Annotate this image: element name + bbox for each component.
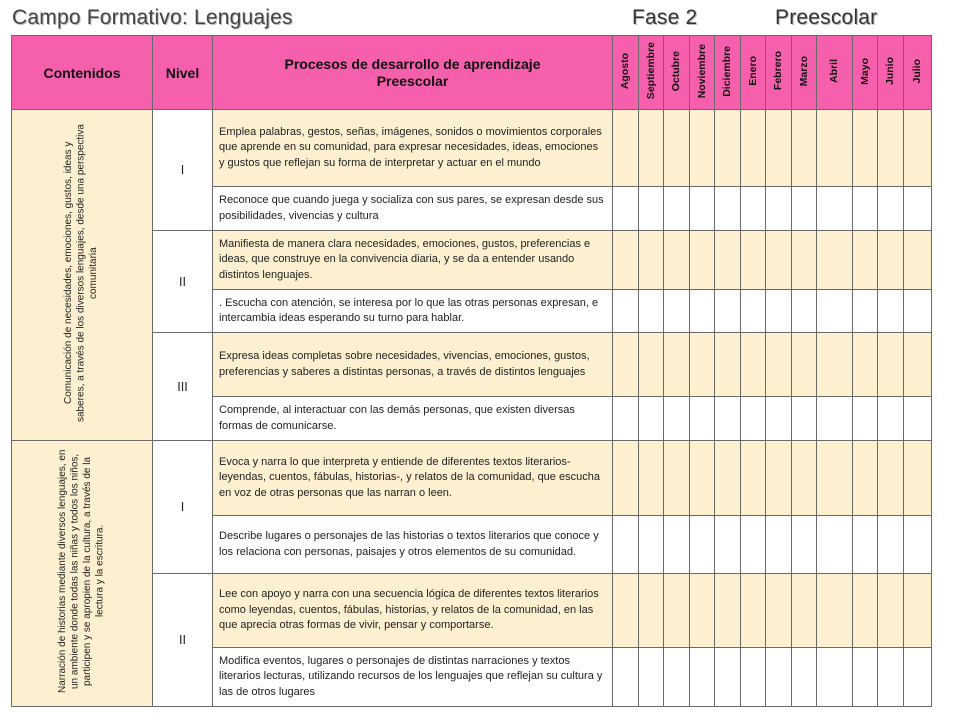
month-check-cell[interactable]: [741, 397, 766, 441]
month-check-cell[interactable]: [690, 231, 715, 290]
contenido-cell: Narración de historias mediante diversos lenguajes, en un ambiente donde todas las niñas y todos los niños, participen y se apropien de la cultura, a través de la lectura y la escritura.: [12, 441, 153, 707]
month-marzo: Marzo: [792, 36, 817, 110]
month-check-cell[interactable]: [766, 516, 792, 574]
month-check-cell[interactable]: [715, 516, 741, 574]
month-check-cell[interactable]: [792, 441, 817, 516]
month-check-cell[interactable]: [639, 648, 664, 707]
month-check-cell[interactable]: [853, 231, 878, 290]
month-check-cell[interactable]: [878, 333, 904, 397]
month-noviembre: Noviembre: [690, 36, 715, 110]
month-check-cell[interactable]: [715, 648, 741, 707]
proceso-cell: Manifiesta de manera clara necesidades, emociones, gustos, preferencias e ideas, que construye en la convivencia diaria, y se da a entender usando distintos lenguajes.: [213, 231, 613, 290]
month-septiembre: Septiembre: [639, 36, 664, 110]
month-check-cell[interactable]: [904, 110, 932, 187]
month-check-cell[interactable]: [878, 574, 904, 648]
month-check-cell[interactable]: [613, 187, 639, 231]
month-mayo: Mayo: [853, 36, 878, 110]
month-check-cell[interactable]: [766, 110, 792, 187]
month-check-cell[interactable]: [741, 290, 766, 333]
month-check-cell[interactable]: [853, 110, 878, 187]
month-check-cell[interactable]: [792, 397, 817, 441]
month-check-cell[interactable]: [904, 333, 932, 397]
month-agosto: Agosto: [613, 36, 639, 110]
month-check-cell[interactable]: [817, 397, 853, 441]
month-check-cell[interactable]: [690, 516, 715, 574]
month-check-cell[interactable]: [817, 110, 853, 187]
month-check-cell[interactable]: [613, 290, 639, 333]
month-julio: Julio: [904, 36, 932, 110]
nivel-escolar-label: Preescolar: [775, 6, 878, 29]
month-check-cell[interactable]: [853, 397, 878, 441]
month-check-cell[interactable]: [664, 441, 690, 516]
month-check-cell[interactable]: [878, 231, 904, 290]
month-check-cell[interactable]: [766, 333, 792, 397]
month-check-cell[interactable]: [741, 441, 766, 516]
month-check-cell[interactable]: [639, 187, 664, 231]
month-check-cell[interactable]: [664, 574, 690, 648]
proceso-cell: Lee con apoyo y narra con una secuencia lógica de diferentes textos literarios como leyendas, cuentos, fábulas, historias, y relatos de la comunidad, en las que aprecia otras formas de vivir, pensar y comportarse.: [213, 574, 613, 648]
month-check-cell[interactable]: [853, 574, 878, 648]
month-check-cell[interactable]: [766, 441, 792, 516]
month-check-cell[interactable]: [817, 231, 853, 290]
nivel-cell: II: [153, 231, 213, 333]
proceso-cell: Describe lugares o personajes de las historias o textos literarios que conoce y los relaciona con personas, paisajes y otros elementos de su comunidad.: [213, 516, 613, 574]
nivel-cell: I: [153, 441, 213, 574]
procesos-header: [213, 36, 613, 110]
nivel-header: Nivel: [153, 36, 213, 110]
month-check-cell[interactable]: [817, 187, 853, 231]
month-check-cell[interactable]: [664, 187, 690, 231]
month-check-cell[interactable]: [904, 648, 932, 707]
month-diciembre: Diciembre: [715, 36, 741, 110]
proceso-cell: Emplea palabras, gestos, señas, imágenes, sonidos o movimientos corporales que aprende en su comunidad, para expresar necesidades, ideas, emociones y gustos que reflejan su forma de interpretar y actuar en el mundo: [213, 110, 613, 187]
month-check-cell[interactable]: [690, 187, 715, 231]
month-check-cell[interactable]: [613, 397, 639, 441]
proceso-cell: Expresa ideas completas sobre necesidades, vivencias, emociones, gustos, preferencias y saberes a distintas personas, a través de distintos lenguajes: [213, 333, 613, 397]
month-check-cell[interactable]: [613, 231, 639, 290]
month-check-cell[interactable]: [741, 110, 766, 187]
procesos-header-line1: Procesos de desarrollo de aprendizaje: [284, 55, 541, 72]
procesos-header-line2: Preescolar: [376, 72, 449, 89]
month-check-cell[interactable]: [664, 290, 690, 333]
month-check-cell[interactable]: [904, 290, 932, 333]
month-check-cell[interactable]: [741, 574, 766, 648]
month-check-cell[interactable]: [817, 574, 853, 648]
month-check-cell[interactable]: [639, 516, 664, 574]
month-check-cell[interactable]: [904, 397, 932, 441]
table-row: [12, 441, 932, 516]
month-check-cell[interactable]: [878, 290, 904, 333]
month-check-cell[interactable]: [664, 231, 690, 290]
month-check-cell[interactable]: [792, 231, 817, 290]
month-check-cell[interactable]: [741, 187, 766, 231]
month-check-cell[interactable]: [853, 333, 878, 397]
month-check-cell[interactable]: [741, 648, 766, 707]
month-check-cell[interactable]: [792, 290, 817, 333]
month-check-cell[interactable]: [766, 397, 792, 441]
month-check-cell[interactable]: [715, 187, 741, 231]
month-check-cell[interactable]: [904, 574, 932, 648]
proceso-cell: Comprende, al interactuar con las demás personas, que existen diversas formas de comunicarse.: [213, 397, 613, 441]
month-check-cell[interactable]: [766, 648, 792, 707]
month-octubre: Octubre: [664, 36, 690, 110]
month-check-cell[interactable]: [878, 516, 904, 574]
month-check-cell[interactable]: [664, 110, 690, 187]
month-check-cell[interactable]: [792, 187, 817, 231]
contenidos-header: Contenidos: [12, 36, 153, 110]
month-check-cell[interactable]: [613, 516, 639, 574]
month-check-cell[interactable]: [715, 574, 741, 648]
month-check-cell[interactable]: [878, 648, 904, 707]
month-check-cell[interactable]: [792, 648, 817, 707]
month-check-cell[interactable]: [639, 333, 664, 397]
month-check-cell[interactable]: [715, 333, 741, 397]
month-check-cell[interactable]: [613, 333, 639, 397]
proceso-cell: Evoca y narra lo que interpreta y entiende de diferentes textos literarios-leyendas, cuentos, fábulas, historias-, y relatos de la comunidad, que escucha en voz de otras personas que las narran o leen.: [213, 441, 613, 516]
month-junio: Junio: [878, 36, 904, 110]
month-check-cell[interactable]: [853, 187, 878, 231]
month-check-cell[interactable]: [878, 397, 904, 441]
month-check-cell[interactable]: [766, 231, 792, 290]
month-check-cell[interactable]: [664, 648, 690, 707]
month-check-cell[interactable]: [766, 290, 792, 333]
month-check-cell[interactable]: [613, 110, 639, 187]
month-check-cell[interactable]: [817, 441, 853, 516]
planning-table: [11, 35, 932, 707]
month-febrero: Febrero: [766, 36, 792, 110]
fase-label: Fase 2: [632, 6, 698, 29]
month-check-cell[interactable]: [741, 516, 766, 574]
month-check-cell[interactable]: [715, 110, 741, 187]
month-check-cell[interactable]: [853, 648, 878, 707]
month-check-cell[interactable]: [766, 574, 792, 648]
month-check-cell[interactable]: [613, 574, 639, 648]
month-check-cell[interactable]: [690, 397, 715, 441]
proceso-cell: . Escucha con atención, se interesa por lo que las otras personas expresan, e intercambia ideas esperando su turno para hablar.: [213, 290, 613, 333]
month-check-cell[interactable]: [878, 441, 904, 516]
month-check-cell[interactable]: [664, 333, 690, 397]
month-check-cell[interactable]: [613, 648, 639, 707]
month-check-cell[interactable]: [878, 110, 904, 187]
month-check-cell[interactable]: [817, 290, 853, 333]
month-check-cell[interactable]: [690, 441, 715, 516]
page-title: Campo Formativo: Lenguajes: [12, 6, 293, 29]
month-check-cell[interactable]: [664, 516, 690, 574]
month-check-cell[interactable]: [690, 648, 715, 707]
month-check-cell[interactable]: [904, 187, 932, 231]
month-check-cell[interactable]: [639, 441, 664, 516]
nivel-cell: II: [153, 574, 213, 707]
month-check-cell[interactable]: [904, 231, 932, 290]
month-check-cell[interactable]: [792, 110, 817, 187]
month-check-cell[interactable]: [853, 290, 878, 333]
month-check-cell[interactable]: [690, 110, 715, 187]
month-check-cell[interactable]: [878, 187, 904, 231]
table-row: [12, 110, 932, 187]
contenido-cell: Comunicación de necesidades, emociones, gustos, ideas y saberes, a través de los diversos lenguajes, desde una perspectiva comunitaria: [12, 110, 153, 441]
month-check-cell[interactable]: [639, 290, 664, 333]
month-check-cell[interactable]: [690, 574, 715, 648]
month-check-cell[interactable]: [741, 333, 766, 397]
month-check-cell[interactable]: [639, 397, 664, 441]
month-check-cell[interactable]: [639, 574, 664, 648]
header-row: [12, 36, 932, 110]
month-check-cell[interactable]: [690, 333, 715, 397]
month-check-cell[interactable]: [817, 333, 853, 397]
nivel-cell: I: [153, 110, 213, 231]
month-check-cell[interactable]: [792, 516, 817, 574]
month-abril: Abril: [817, 36, 853, 110]
month-check-cell[interactable]: [817, 648, 853, 707]
month-check-cell[interactable]: [792, 574, 817, 648]
proceso-cell: Reconoce que cuando juega y socializa con sus pares, se expresan desde sus posibilidades, vivencias y cultura: [213, 187, 613, 231]
month-check-cell[interactable]: [853, 441, 878, 516]
month-check-cell[interactable]: [904, 516, 932, 574]
month-check-cell[interactable]: [690, 290, 715, 333]
month-check-cell[interactable]: [904, 441, 932, 516]
month-check-cell[interactable]: [639, 110, 664, 187]
month-check-cell[interactable]: [639, 231, 664, 290]
month-check-cell[interactable]: [792, 333, 817, 397]
month-check-cell[interactable]: [715, 441, 741, 516]
month-check-cell[interactable]: [766, 187, 792, 231]
nivel-cell: III: [153, 333, 213, 441]
month-check-cell[interactable]: [715, 397, 741, 441]
month-check-cell[interactable]: [853, 516, 878, 574]
month-check-cell[interactable]: [613, 441, 639, 516]
month-check-cell[interactable]: [715, 231, 741, 290]
month-check-cell[interactable]: [664, 397, 690, 441]
month-enero: Enero: [741, 36, 766, 110]
month-check-cell[interactable]: [741, 231, 766, 290]
month-check-cell[interactable]: [715, 290, 741, 333]
month-check-cell[interactable]: [817, 516, 853, 574]
proceso-cell: Modifica eventos, lugares o personajes de distintas narraciones y textos literarios lecturas, utilizando recursos de los lenguajes que reflejan su cultura y las de otros lugares: [213, 648, 613, 707]
